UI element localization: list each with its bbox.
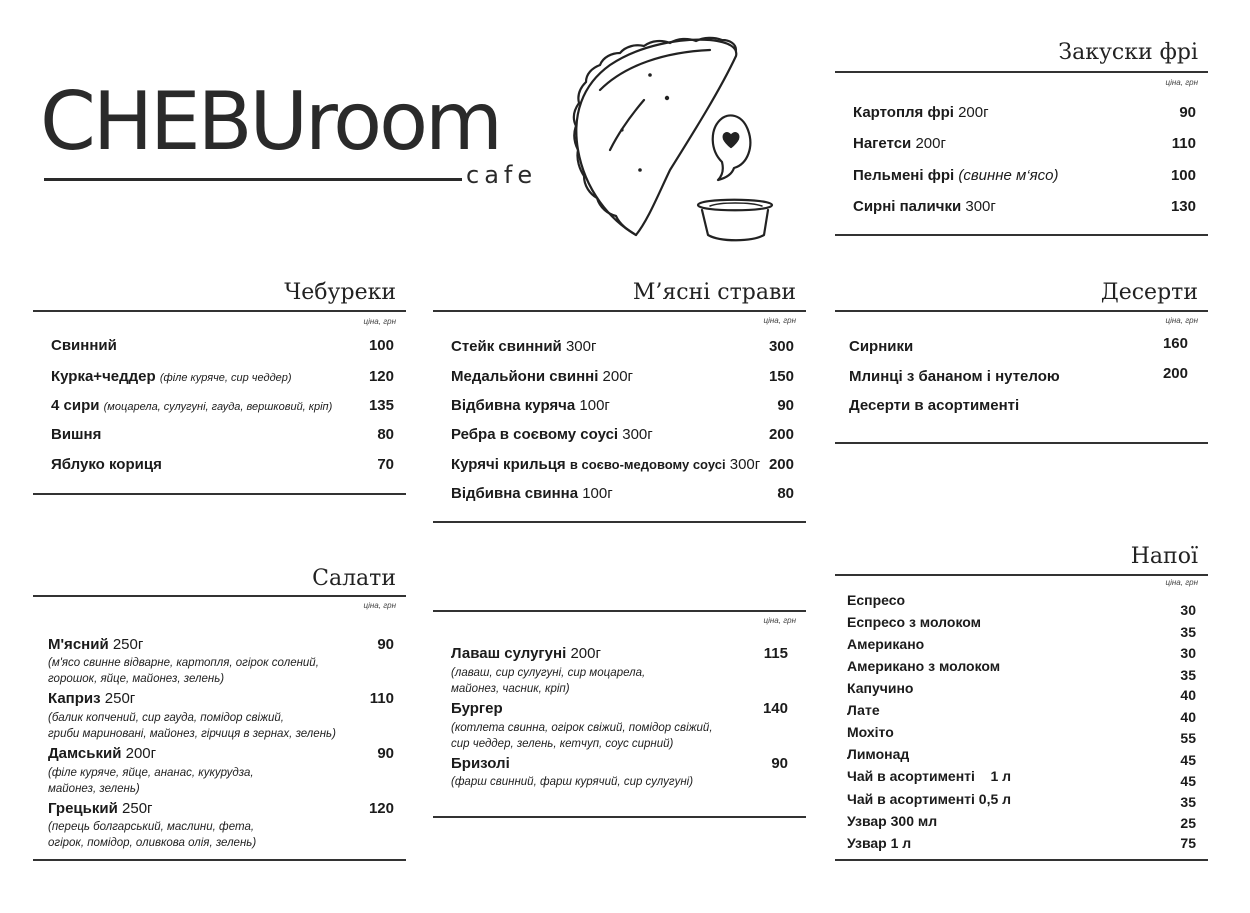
section-top-rule (33, 595, 406, 597)
item-price: 135 (368, 397, 394, 414)
section-desserts: Десерти ціна, грн Сирники 160 Млинці з бананом і нутелою 200 Десерти в асортименті (835, 278, 1208, 448)
section-title: М’ясні страви (632, 280, 796, 305)
item-price: 80 (377, 426, 394, 443)
item-price: 40 (1180, 709, 1196, 725)
item-price: 100 (368, 337, 394, 354)
section-lavash: ціна, грн Лаваш сулугуні 200г 115 (лаваш, сир сулугуні, сир моцарела, майонез, часник, кріп) Бургер 140 (котлета свинна, огірок свіжий, помідор свіжий, сир чеддер, зелень, кетчуп, соус сирний) Бризолі 90 (фарш свинний, фарш курячий, сир сулугуні) (433, 610, 806, 820)
item-price: 110 (369, 690, 394, 707)
item-price: 200 (1162, 365, 1188, 382)
item-price: 110 (1171, 135, 1196, 152)
item-price: 200 (768, 456, 794, 473)
section-title: Салати (312, 566, 396, 591)
section-top-rule (835, 574, 1208, 576)
item-price: 70 (377, 456, 394, 473)
item-price: 150 (768, 368, 794, 385)
section-meat: М’ясні страви ціна, грн Стейк свинний 300г 300 Медальйони свинні 200г 150 Відбивна куряча 100г 90 Ребра в соєвому соусі 300г 200 Курячі крильця в соєво-медовому соусі 300г 200 Відбивна свинна 100г 80 (433, 278, 806, 528)
price-caption: ціна, грн (763, 316, 796, 325)
item-description: (перець болгарський, маслини, фета, огірок, помідор, оливкова олія, зелень) (48, 821, 257, 849)
section-bottom-rule (33, 493, 406, 495)
logo-underline (44, 178, 462, 181)
item-price: 75 (1180, 835, 1196, 851)
item-price: 45 (1180, 752, 1196, 768)
price-caption: ціна, грн (363, 601, 396, 610)
price-caption: ціна, грн (1165, 316, 1198, 325)
item-price: 160 (1162, 335, 1188, 352)
section-bottom-rule (433, 521, 806, 523)
section-title: Чебуреки (284, 280, 396, 305)
cheburek-fold (600, 50, 710, 90)
item-price: 130 (1170, 198, 1196, 215)
item-price: 90 (771, 755, 788, 772)
section-drinks: Напої ціна, грн Еспресо 30 Еспресо з молоком 35 Американо 30 Американо з молоком 35 Капучино 40 Лате 40 Мохіто 55 Лимонад 45 Чай в асортименті 1 л 45 Чай в асортименті 0,5 л 35 Узвар 300 мл 25 Узвар 1 л 75 (835, 541, 1208, 863)
item-price: 30 (1180, 602, 1196, 618)
price-caption: ціна, грн (763, 616, 796, 625)
item-price: 55 (1180, 730, 1196, 746)
cheburek-crease (610, 100, 644, 150)
item-price: 140 (762, 700, 788, 717)
heart-icon (724, 133, 739, 147)
section-bottom-rule (835, 859, 1208, 861)
item-price: 90 (377, 636, 394, 653)
item-description: (м'ясо свинне відварне, картопля, огірок солений, горошок, яйце, майонез, зелень) (48, 657, 319, 685)
section-top-rule (835, 310, 1208, 312)
item-description: (філе куряче, яйце, ананас, кукурудза, майонез, зелень) (48, 767, 254, 795)
price-caption: ціна, грн (1165, 78, 1198, 87)
item-price: 45 (1180, 773, 1196, 789)
section-salads: Салати ціна, грн М'ясний 250г 90 (м'ясо свинне відварне, картопля, огірок солений, горошок, яйце, майонез, зелень) Каприз 250г 110 (балик копчений, сир гауда, помідор свіжий, гриби мариновані, майонез, гірчиця в зернах, зелень) Дамський 200г 90 (філе куряче, яйце, ананас, кукурудза, майонез, зелень) Грецький 250г 120 (перець болгарський, маслини, фета, огірок, помідор, оливкова олія, зелень) (33, 563, 406, 863)
logo-cafe-text: cafe (466, 161, 538, 189)
item-description: (котлета свинна, огірок свіжий, помідор свіжий, сир чеддер, зелень, кетчуп, соус сирний) (451, 722, 713, 750)
item-price: 120 (368, 800, 394, 817)
item-price: 35 (1180, 624, 1196, 640)
price-caption: ціна, грн (363, 317, 396, 326)
item-price: 120 (368, 368, 394, 385)
item-price: 35 (1180, 667, 1196, 683)
cafe-logo (40, 75, 545, 192)
item-price: 100 (1170, 167, 1196, 184)
section-title: Закуски фрі (1058, 40, 1198, 65)
section-bottom-rule (835, 442, 1208, 444)
section-title: Десерти (1100, 280, 1198, 305)
item-price: 300 (768, 338, 794, 355)
section-top-rule (433, 610, 806, 612)
item-price: 90 (377, 745, 394, 762)
section-top-rule (835, 71, 1208, 73)
item-price: 90 (1179, 104, 1196, 121)
price-caption: ціна, грн (1165, 578, 1198, 587)
item-description: (балик копчений, сир гауда, помідор свіжий, гриби мариновані, майонез, гірчиця в зернах, зелень) (48, 712, 336, 740)
item-price: 25 (1180, 815, 1196, 831)
item-price: 200 (768, 426, 794, 443)
section-title: Напої (1130, 544, 1198, 569)
section-top-rule (433, 310, 806, 312)
section-bottom-rule (835, 234, 1208, 236)
item-price: 115 (763, 645, 788, 662)
cheburek-illustration (570, 30, 785, 245)
item-price: 90 (777, 397, 794, 414)
section-top-rule (33, 310, 406, 312)
section-snacks: Закуски фрі ціна, грн Картопля фрі 200г 90 Нагетси 200г 110 Пельмені фрі (свинне м‘ясо) 100 Сирні палички 300г 130 (835, 38, 1208, 238)
logo-brand: CHEBUroom (40, 75, 500, 168)
item-price: 30 (1180, 645, 1196, 661)
item-description: (лаваш, сир сулугуні, сир моцарела, майонез, часник, кріп) (451, 667, 646, 695)
item-description: (фарш свинний, фарш курячий, сир сулугуні) (451, 776, 694, 788)
section-bottom-rule (433, 816, 806, 818)
section-bottom-rule (33, 859, 406, 861)
item-price: 80 (777, 485, 794, 502)
item-price: 35 (1180, 794, 1196, 810)
section-chebureki: Чебуреки ціна, грн Свинний 100 Курка+чеддер (філе куряче, сир чеддер) 120 4 сири (моцарела, сулугуні, гауда, вершковий, кріп) 135 Вишня 80 Яблуко кориця 70 (33, 278, 406, 498)
item-price: 40 (1180, 687, 1196, 703)
